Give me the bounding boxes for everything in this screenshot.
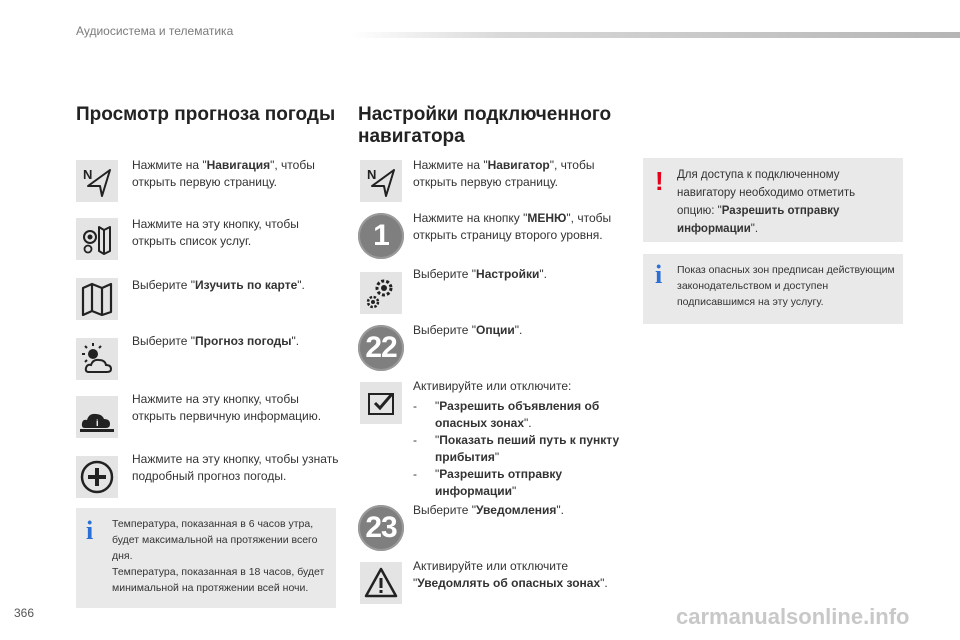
navigator-section-title: Настройки подключенного навигатора (358, 104, 612, 147)
settings-icon (360, 272, 402, 314)
header-title: Аудиосистема и телематика (76, 24, 234, 38)
step-badge-23: 23 (358, 505, 404, 551)
info-icon: i (655, 260, 663, 289)
navigator-icon (360, 160, 402, 202)
navigator-step-5 (413, 378, 623, 500)
weather-section-title: Просмотр прогноза погоды (76, 104, 336, 125)
map-icon (76, 278, 118, 320)
watermark: carmanualsonline.info (676, 604, 910, 629)
weather-step-2-text: Нажмите на эту кнопку, чтобы открыть список услуг. (132, 217, 299, 248)
info-cloud-icon (76, 396, 118, 438)
temperature-note-line-1: Температура, показанная в 6 часов утра, будет максимальной на протяжении всего дня. (112, 518, 318, 562)
option-item: - "Разрешить отправку информации" (413, 467, 563, 498)
temperature-info-note (76, 508, 336, 608)
hazard-info-text: Показ опасных зон предписан действующим законодательством и доступен подписавшимся на эту услугу. (677, 264, 895, 308)
warning-note-text: Для доступа к подключенному навигатору необходимо отметить опцию: "Разрешить отправку информации". (677, 169, 856, 235)
navigator-step-3-text: Выберите "Настройки". (413, 267, 547, 281)
option-item: - "Показать пеший путь к пункту прибытия" (413, 433, 620, 464)
svg-text:i: i (96, 418, 99, 428)
services-icon (76, 218, 118, 260)
navigator-step-2-text: Нажмите на кнопку "МЕНЮ", чтобы открыть страницу второго уровня. (413, 211, 612, 242)
info-icon: i (86, 516, 94, 545)
navigation-icon (76, 160, 118, 202)
navigator-step-1-text: Нажмите на "Навигатор", чтобы открыть первую страницу. (413, 158, 595, 189)
weather-step-4-text: Выберите "Прогноз погоды". (132, 334, 300, 348)
warning-triangle-icon (360, 562, 402, 604)
temperature-note-line-2: Температура, показанная в 18 часов, будет минимальной на протяжении всей ночи. (112, 566, 325, 594)
svg-text:N: N (367, 167, 377, 182)
weather-step-3-text: Выберите "Изучить по карте". (132, 278, 305, 292)
weather-step-1-text: Нажмите на "Навигация", чтобы открыть первую страницу. (132, 158, 315, 189)
warning-note (643, 158, 903, 242)
checkbox-icon (360, 382, 402, 424)
step-badge-22: 22 (358, 325, 404, 371)
page-number: 366 (14, 606, 35, 620)
hazard-info-note (643, 254, 903, 324)
plus-icon (76, 456, 118, 498)
option-item: - "Разрешить объявления об опасных зонах". (413, 399, 600, 430)
navigator-step-7-text: Активируйте или отключите "Уведомлять об опасных зонах". (413, 559, 608, 590)
svg-text:N: N (83, 167, 93, 182)
exclamation-icon: ! (655, 166, 664, 196)
weather-step-6-text: Нажмите на эту кнопку, чтобы узнать подробный прогноз погоды. (132, 452, 339, 483)
step-badge-1: 1 (358, 213, 404, 259)
navigator-step-6-text: Выберите "Уведомления". (413, 503, 564, 517)
weather-step-5-text: Нажмите на эту кнопку, чтобы открыть первичную информацию. (132, 392, 322, 423)
navigator-step-4-text: Выберите "Опции". (413, 323, 523, 337)
header-bar (350, 32, 960, 38)
weather-icon (76, 338, 118, 380)
navigator-step-5-intro: Активируйте или отключите: (413, 379, 572, 393)
